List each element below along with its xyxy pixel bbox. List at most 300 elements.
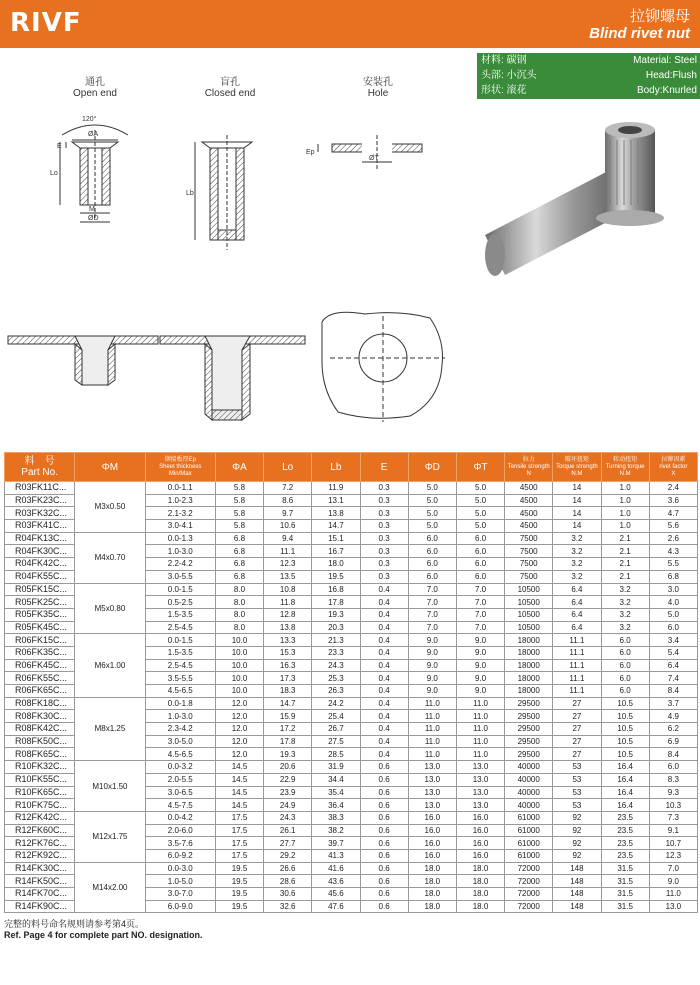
value-cell: 16.7 — [312, 545, 360, 558]
value-cell: 10500 — [505, 583, 553, 596]
value-cell: 0.3 — [360, 494, 408, 507]
value-cell: 61000 — [505, 837, 553, 850]
value-cell: 3.0-5.5 — [145, 570, 215, 583]
value-cell: 4500 — [505, 482, 553, 495]
part-number-cell: R04FK13C... — [5, 532, 75, 545]
value-cell: 0.4 — [360, 608, 408, 621]
value-cell: 6.4 — [649, 659, 697, 672]
value-cell: 0.0-1.1 — [145, 482, 215, 495]
value-cell: 16.0 — [408, 849, 456, 862]
thread-size-cell: M6x1.00 — [75, 634, 145, 697]
value-cell: 8.4 — [649, 748, 697, 761]
value-cell: 29500 — [505, 735, 553, 748]
thread-size-cell: M14x2.00 — [75, 862, 145, 913]
value-cell: 148 — [553, 900, 601, 913]
value-cell: 1.0-3.0 — [145, 545, 215, 558]
value-cell: 6.0 — [456, 532, 504, 545]
value-cell: 7500 — [505, 545, 553, 558]
knurled-plate-drawing — [322, 312, 445, 422]
value-cell: 16.0 — [456, 849, 504, 862]
value-cell: 7.2 — [264, 482, 312, 495]
closed-end-drawing — [186, 135, 252, 250]
value-cell: 19.3 — [264, 748, 312, 761]
value-cell: 0.6 — [360, 773, 408, 786]
table-row — [5, 761, 698, 774]
value-cell: 40000 — [505, 761, 553, 774]
value-cell: 9.4 — [264, 532, 312, 545]
part-number-cell: R06FK45C... — [5, 659, 75, 672]
value-cell: 6.8 — [215, 545, 263, 558]
value-cell: 4500 — [505, 494, 553, 507]
value-cell: 0.4 — [360, 748, 408, 761]
value-cell: 3.2 — [601, 608, 649, 621]
value-cell: 0.3 — [360, 482, 408, 495]
value-cell: 7.0 — [408, 596, 456, 609]
value-cell: 92 — [553, 824, 601, 837]
part-number-cell: R03FK11C... — [5, 482, 75, 495]
technical-drawings — [0, 100, 470, 440]
value-cell: 0.6 — [360, 811, 408, 824]
value-cell: 6.0 — [408, 532, 456, 545]
svg-text:Ep: Ep — [306, 149, 315, 156]
value-cell: 5.8 — [215, 507, 263, 520]
value-cell: 26.1 — [264, 824, 312, 837]
value-cell: 6.0 — [456, 570, 504, 583]
value-cell: 3.5-5.5 — [145, 672, 215, 685]
value-cell: 0.3 — [360, 558, 408, 571]
value-cell: 53 — [553, 799, 601, 812]
value-cell: 6.0-9.0 — [145, 900, 215, 913]
value-cell: 0.4 — [360, 583, 408, 596]
value-cell: 14 — [553, 494, 601, 507]
part-number-cell: R04FK55C... — [5, 570, 75, 583]
value-cell: 14.5 — [215, 786, 263, 799]
value-cell: 15.1 — [312, 532, 360, 545]
value-cell: 18.0 — [408, 875, 456, 888]
spec-table — [4, 452, 698, 913]
value-cell: 148 — [553, 875, 601, 888]
value-cell: 0.6 — [360, 849, 408, 862]
value-cell: 0.4 — [360, 621, 408, 634]
page-title-cn: 拉铆螺母 — [629, 8, 690, 25]
value-cell: 3.0-6.5 — [145, 786, 215, 799]
value-cell: 25.4 — [312, 710, 360, 723]
value-cell: 9.0 — [408, 659, 456, 672]
value-cell: 9.7 — [264, 507, 312, 520]
value-cell: 5.8 — [215, 520, 263, 533]
value-cell: 5.0 — [408, 482, 456, 495]
value-cell: 3.4 — [649, 634, 697, 647]
table-row — [5, 862, 698, 875]
value-cell: 40000 — [505, 786, 553, 799]
value-cell: 13.0 — [408, 761, 456, 774]
value-cell: 61000 — [505, 824, 553, 837]
value-cell: 6.0 — [601, 646, 649, 659]
value-cell: 10.0 — [215, 659, 263, 672]
value-cell: 2.5-4.5 — [145, 659, 215, 672]
value-cell: 0.4 — [360, 596, 408, 609]
value-cell: 12.3 — [264, 558, 312, 571]
value-cell: 38.2 — [312, 824, 360, 837]
value-cell: 16.4 — [601, 786, 649, 799]
value-cell: 14.5 — [215, 799, 263, 812]
value-cell: 28.6 — [264, 875, 312, 888]
value-cell: 8.6 — [264, 494, 312, 507]
value-cell: 6.4 — [553, 608, 601, 621]
value-cell: 148 — [553, 888, 601, 901]
spec-material: 材料: 碳钢 Material: Steel — [481, 55, 697, 66]
label-closed-end: 盲孔 Closed end — [204, 77, 256, 99]
value-cell: 5.0 — [456, 482, 504, 495]
value-cell: 12.0 — [215, 710, 263, 723]
value-cell: 6.2 — [649, 723, 697, 736]
value-cell: 0.4 — [360, 723, 408, 736]
value-cell: 19.5 — [312, 570, 360, 583]
value-cell: 2.2-4.2 — [145, 558, 215, 571]
value-cell: 3.0-4.1 — [145, 520, 215, 533]
value-cell: 0.0-1.5 — [145, 634, 215, 647]
value-cell: 4.9 — [649, 710, 697, 723]
value-cell: 11.0 — [456, 748, 504, 761]
value-cell: 17.2 — [264, 723, 312, 736]
col-lo: Lo — [264, 453, 312, 482]
value-cell: 13.1 — [312, 494, 360, 507]
value-cell: 17.5 — [215, 837, 263, 850]
value-cell: 35.4 — [312, 786, 360, 799]
thread-size-cell: M3x0.50 — [75, 482, 145, 533]
value-cell: 10.8 — [264, 583, 312, 596]
thread-size-cell: M8x1.25 — [75, 697, 145, 760]
value-cell: 0.6 — [360, 824, 408, 837]
col-t: ΦT — [456, 453, 504, 482]
col-d: ΦD — [408, 453, 456, 482]
value-cell: 92 — [553, 849, 601, 862]
col-lb: Lb — [312, 453, 360, 482]
value-cell: 10.0 — [215, 634, 263, 647]
part-number-cell: R12FK60C... — [5, 824, 75, 837]
value-cell: 2.5-4.5 — [145, 621, 215, 634]
value-cell: 18000 — [505, 659, 553, 672]
value-cell: 7.4 — [649, 672, 697, 685]
value-cell: 26.6 — [264, 862, 312, 875]
value-cell: 39.7 — [312, 837, 360, 850]
table-header — [5, 453, 698, 482]
part-number-cell: R08FK18C... — [5, 697, 75, 710]
value-cell: 13.8 — [264, 621, 312, 634]
value-cell: 12.0 — [215, 697, 263, 710]
value-cell: 11.1 — [553, 646, 601, 659]
value-cell: 28.5 — [312, 748, 360, 761]
value-cell: 17.8 — [312, 596, 360, 609]
value-cell: 2.4 — [649, 482, 697, 495]
col-turning: 转动扭矩 Turning torque N.M — [601, 453, 649, 482]
value-cell: 13.0 — [649, 900, 697, 913]
value-cell: 8.0 — [215, 621, 263, 634]
value-cell: 8.0 — [215, 583, 263, 596]
value-cell: 11.0 — [456, 723, 504, 736]
value-cell: 20.3 — [312, 621, 360, 634]
value-cell: 6.0-9.2 — [145, 849, 215, 862]
part-number-cell: R06FK15C... — [5, 634, 75, 647]
value-cell: 41.3 — [312, 849, 360, 862]
value-cell: 18.0 — [456, 888, 504, 901]
table-row — [5, 811, 698, 824]
value-cell: 2.1 — [601, 545, 649, 558]
value-cell: 1.0-2.3 — [145, 494, 215, 507]
value-cell: 0.4 — [360, 672, 408, 685]
value-cell: 19.3 — [312, 608, 360, 621]
part-number-cell: R03FK41C... — [5, 520, 75, 533]
value-cell: 10.5 — [601, 735, 649, 748]
value-cell: 9.0 — [456, 634, 504, 647]
svg-text:Lb: Lb — [186, 190, 194, 197]
value-cell: 13.0 — [408, 799, 456, 812]
value-cell: 6.0 — [408, 570, 456, 583]
value-cell: 18000 — [505, 685, 553, 698]
value-cell: 7.0 — [408, 621, 456, 634]
value-cell: 25.3 — [312, 672, 360, 685]
value-cell: 0.6 — [360, 837, 408, 850]
value-cell: 6.0 — [649, 621, 697, 634]
value-cell: 92 — [553, 837, 601, 850]
value-cell: 6.8 — [649, 570, 697, 583]
value-cell: 10.7 — [649, 837, 697, 850]
value-cell: 14 — [553, 520, 601, 533]
value-cell: 41.6 — [312, 862, 360, 875]
value-cell: 10.5 — [601, 710, 649, 723]
value-cell: 4500 — [505, 507, 553, 520]
value-cell: 40000 — [505, 799, 553, 812]
part-number-cell: R08FK30C... — [5, 710, 75, 723]
value-cell: 17.5 — [215, 811, 263, 824]
value-cell: 0.4 — [360, 735, 408, 748]
value-cell: 18.0 — [456, 862, 504, 875]
thread-size-cell: M10x1.50 — [75, 761, 145, 812]
value-cell: 0.6 — [360, 786, 408, 799]
value-cell: 0.0-1.5 — [145, 583, 215, 596]
part-number-cell: R05FK15C... — [5, 583, 75, 596]
value-cell: 2.1-3.2 — [145, 507, 215, 520]
value-cell: 72000 — [505, 875, 553, 888]
value-cell: 31.9 — [312, 761, 360, 774]
value-cell: 31.5 — [601, 862, 649, 875]
value-cell: 53 — [553, 786, 601, 799]
value-cell: 0.6 — [360, 862, 408, 875]
part-number-cell: R06FK55C... — [5, 672, 75, 685]
spec-head: 头部: 小沉头 Head:Flush — [481, 70, 697, 81]
value-cell: 7.0 — [456, 608, 504, 621]
value-cell: 72000 — [505, 888, 553, 901]
value-cell: 0.6 — [360, 900, 408, 913]
value-cell: 26.3 — [312, 685, 360, 698]
value-cell: 3.2 — [553, 545, 601, 558]
value-cell: 23.9 — [264, 786, 312, 799]
value-cell: 3.2 — [601, 583, 649, 596]
value-cell: 2.0-6.0 — [145, 824, 215, 837]
value-cell: 27.7 — [264, 837, 312, 850]
value-cell: 16.0 — [456, 824, 504, 837]
value-cell: 17.5 — [215, 824, 263, 837]
hole-drawing — [306, 135, 422, 170]
part-number-cell: R05FK45C... — [5, 621, 75, 634]
value-cell: 18000 — [505, 672, 553, 685]
svg-text:ØA: ØA — [88, 131, 99, 138]
value-cell: 10.0 — [215, 672, 263, 685]
value-cell: 27 — [553, 697, 601, 710]
value-cell: 7.0 — [456, 596, 504, 609]
value-cell: 5.6 — [649, 520, 697, 533]
value-cell: 2.1 — [601, 570, 649, 583]
table-row — [5, 634, 698, 647]
value-cell: 18.0 — [408, 888, 456, 901]
value-cell: 16.0 — [456, 811, 504, 824]
value-cell: 1.0 — [601, 520, 649, 533]
svg-text:120°: 120° — [82, 116, 97, 123]
value-cell: 0.6 — [360, 761, 408, 774]
value-cell: 7500 — [505, 558, 553, 571]
value-cell: 38.3 — [312, 811, 360, 824]
spec-box — [477, 53, 700, 99]
value-cell: 9.0 — [456, 646, 504, 659]
value-cell: 29500 — [505, 723, 553, 736]
value-cell: 16.4 — [601, 773, 649, 786]
value-cell: 3.0-5.0 — [145, 735, 215, 748]
part-number-cell: R14FK90C... — [5, 900, 75, 913]
value-cell: 2.1 — [601, 558, 649, 571]
value-cell: 13.3 — [264, 634, 312, 647]
value-cell: 6.8 — [215, 570, 263, 583]
value-cell: 12.3 — [649, 849, 697, 862]
part-number-cell: R14FK30C... — [5, 862, 75, 875]
value-cell: 2.1 — [601, 532, 649, 545]
svg-text:E: E — [57, 143, 62, 150]
value-cell: 12.0 — [215, 723, 263, 736]
value-cell: 23.5 — [601, 824, 649, 837]
value-cell: 5.0 — [408, 494, 456, 507]
value-cell: 0.6 — [360, 888, 408, 901]
value-cell: 9.1 — [649, 824, 697, 837]
value-cell: 32.6 — [264, 900, 312, 913]
value-cell: 3.7 — [649, 697, 697, 710]
svg-text:Lo: Lo — [50, 170, 58, 177]
value-cell: 11.1 — [553, 659, 601, 672]
value-cell: 0.0-3.2 — [145, 761, 215, 774]
value-cell: 0.4 — [360, 710, 408, 723]
value-cell: 8.3 — [649, 773, 697, 786]
part-number-cell: R10FK55C... — [5, 773, 75, 786]
table-row — [5, 583, 698, 596]
value-cell: 43.6 — [312, 875, 360, 888]
svg-text:ØT: ØT — [369, 155, 379, 162]
value-cell: 0.4 — [360, 646, 408, 659]
value-cell: 12.0 — [215, 748, 263, 761]
value-cell: 27 — [553, 748, 601, 761]
value-cell: 4.7 — [649, 507, 697, 520]
value-cell: 18000 — [505, 646, 553, 659]
part-number-cell: R04FK30C... — [5, 545, 75, 558]
value-cell: 72000 — [505, 862, 553, 875]
value-cell: 61000 — [505, 849, 553, 862]
svg-text:M: M — [89, 206, 95, 213]
value-cell: 148 — [553, 862, 601, 875]
value-cell: 11.0 — [456, 710, 504, 723]
value-cell: 23.3 — [312, 646, 360, 659]
value-cell: 6.0 — [601, 659, 649, 672]
value-cell: 19.5 — [215, 900, 263, 913]
value-cell: 23.5 — [601, 811, 649, 824]
value-cell: 11.0 — [649, 888, 697, 901]
value-cell: 5.8 — [215, 482, 263, 495]
installed-open-drawing — [8, 336, 158, 385]
value-cell: 10.5 — [601, 697, 649, 710]
col-ep: 铆接板厚Ep Sheet thickness Min/Max — [145, 453, 215, 482]
value-cell: 0.4 — [360, 697, 408, 710]
value-cell: 9.0 — [408, 646, 456, 659]
value-cell: 3.0 — [649, 583, 697, 596]
value-cell: 13.0 — [456, 773, 504, 786]
value-cell: 15.3 — [264, 646, 312, 659]
value-cell: 7.0 — [456, 621, 504, 634]
value-cell: 0.3 — [360, 507, 408, 520]
value-cell: 11.0 — [408, 748, 456, 761]
value-cell: 0.0-4.2 — [145, 811, 215, 824]
value-cell: 8.0 — [215, 608, 263, 621]
value-cell: 47.6 — [312, 900, 360, 913]
value-cell: 12.8 — [264, 608, 312, 621]
value-cell: 11.9 — [312, 482, 360, 495]
value-cell: 24.3 — [264, 811, 312, 824]
value-cell: 4.5-7.5 — [145, 799, 215, 812]
value-cell: 9.0 — [408, 634, 456, 647]
value-cell: 1.0 — [601, 494, 649, 507]
value-cell: 9.3 — [649, 786, 697, 799]
value-cell: 6.4 — [553, 596, 601, 609]
value-cell: 6.0 — [601, 685, 649, 698]
value-cell: 11.1 — [553, 634, 601, 647]
value-cell: 16.0 — [408, 837, 456, 850]
value-cell: 5.5 — [649, 558, 697, 571]
value-cell: 31.5 — [601, 900, 649, 913]
value-cell: 10.5 — [601, 723, 649, 736]
value-cell: 9.0 — [456, 685, 504, 698]
value-cell: 0.3 — [360, 570, 408, 583]
value-cell: 10500 — [505, 621, 553, 634]
value-cell: 16.0 — [408, 824, 456, 837]
value-cell: 7500 — [505, 570, 553, 583]
value-cell: 19.5 — [215, 888, 263, 901]
value-cell: 13.8 — [312, 507, 360, 520]
value-cell: 16.8 — [312, 583, 360, 596]
value-cell: 9.0 — [456, 659, 504, 672]
value-cell: 11.8 — [264, 596, 312, 609]
label-hole: 安装孔 Hole — [363, 77, 393, 99]
value-cell: 16.0 — [456, 837, 504, 850]
value-cell: 11.0 — [456, 697, 504, 710]
value-cell: 10500 — [505, 608, 553, 621]
value-cell: 3.6 — [649, 494, 697, 507]
value-cell: 3.2 — [553, 532, 601, 545]
value-cell: 16.0 — [408, 811, 456, 824]
value-cell: 18.0 — [408, 900, 456, 913]
value-cell: 9.0 — [649, 875, 697, 888]
value-cell: 27 — [553, 735, 601, 748]
part-number-cell: R10FK65C... — [5, 786, 75, 799]
value-cell: 13.0 — [456, 786, 504, 799]
value-cell: 1.5-3.5 — [145, 608, 215, 621]
value-cell: 11.0 — [408, 735, 456, 748]
value-cell: 3.2 — [601, 621, 649, 634]
value-cell: 1.5-3.5 — [145, 646, 215, 659]
